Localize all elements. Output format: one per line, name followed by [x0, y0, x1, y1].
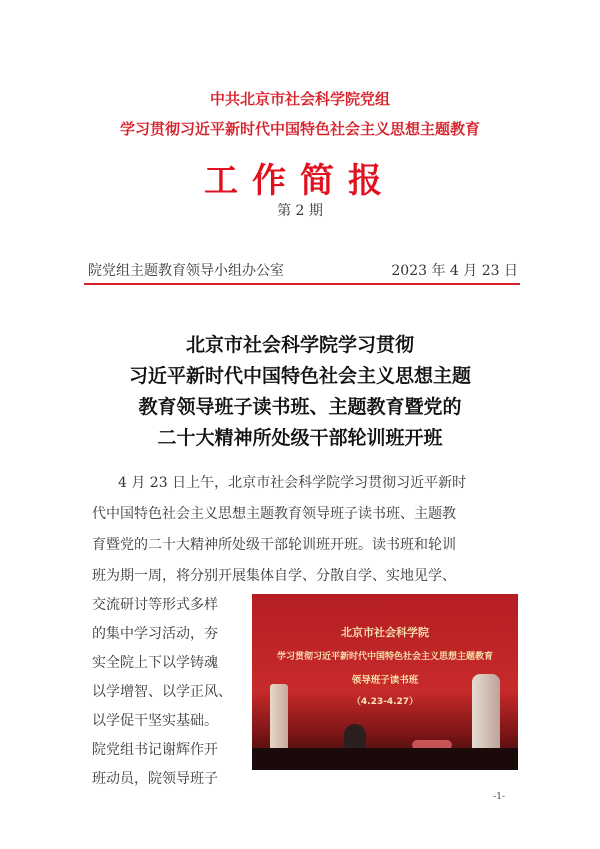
speaker: [344, 724, 366, 750]
department: 院党组主题教育领导小组办公室: [88, 263, 284, 279]
article-title-line: 二十大精神所处级干部轮训班开班: [157, 427, 443, 449]
body-line: 以学增智、以学正风、: [92, 684, 232, 700]
body-line: 4 月 23 日上午，北京市社会科学院学习贯彻习近平新时: [118, 475, 467, 491]
banner-line: 北京市社会科学院: [341, 626, 429, 639]
article-title-line: 习近平新时代中国特色社会主义思想主题: [128, 365, 471, 387]
date: 2023 年 4 月 23 日: [391, 263, 518, 279]
banner-line: （4.23-4.27）: [351, 697, 419, 707]
header-divider: [84, 283, 520, 285]
brief-title: 工作简报: [204, 161, 396, 201]
header-subject: 学习贯彻习近平新时代中国特色社会主义思想主题教育: [119, 120, 480, 138]
banner-line: 学习贯彻习近平新时代中国特色社会主义思想主题教育: [276, 652, 493, 662]
header-org: 中共北京市社会科学院党组: [209, 90, 390, 108]
body-line: 院党组书记谢辉作开: [92, 742, 218, 758]
body-line: 代中国特色社会主义思想主题教育领导班子读书班、主题教: [92, 506, 456, 522]
event-photo: [252, 594, 518, 770]
podium-table: [252, 748, 518, 770]
article-title-line: 北京市社会科学院学习贯彻: [185, 334, 414, 356]
body-line: 班为期一周，将分别开展集体自学、分散自学、实地见学、: [92, 568, 456, 584]
page-number: -1-: [493, 792, 505, 802]
sculpture: [472, 674, 500, 754]
issue-number: 第 2 期: [277, 203, 323, 219]
body-line: 的集中学习活动，夯: [92, 626, 218, 642]
banner-line: 领导班子读书班: [351, 675, 419, 686]
body-line: 育暨党的二十大精神所处级干部轮训班开班。读书班和轮训: [92, 537, 456, 553]
body-line: 以学促干坚实基础。: [92, 713, 218, 729]
article-title-line: 教育领导班子读书班、主题教育暨党的: [138, 396, 462, 418]
body-line: 实全院上下以学铸魂: [92, 655, 218, 671]
body-line: 交流研讨等形式多样: [92, 597, 218, 613]
body-line: 班动员，院领导班子: [92, 771, 218, 787]
